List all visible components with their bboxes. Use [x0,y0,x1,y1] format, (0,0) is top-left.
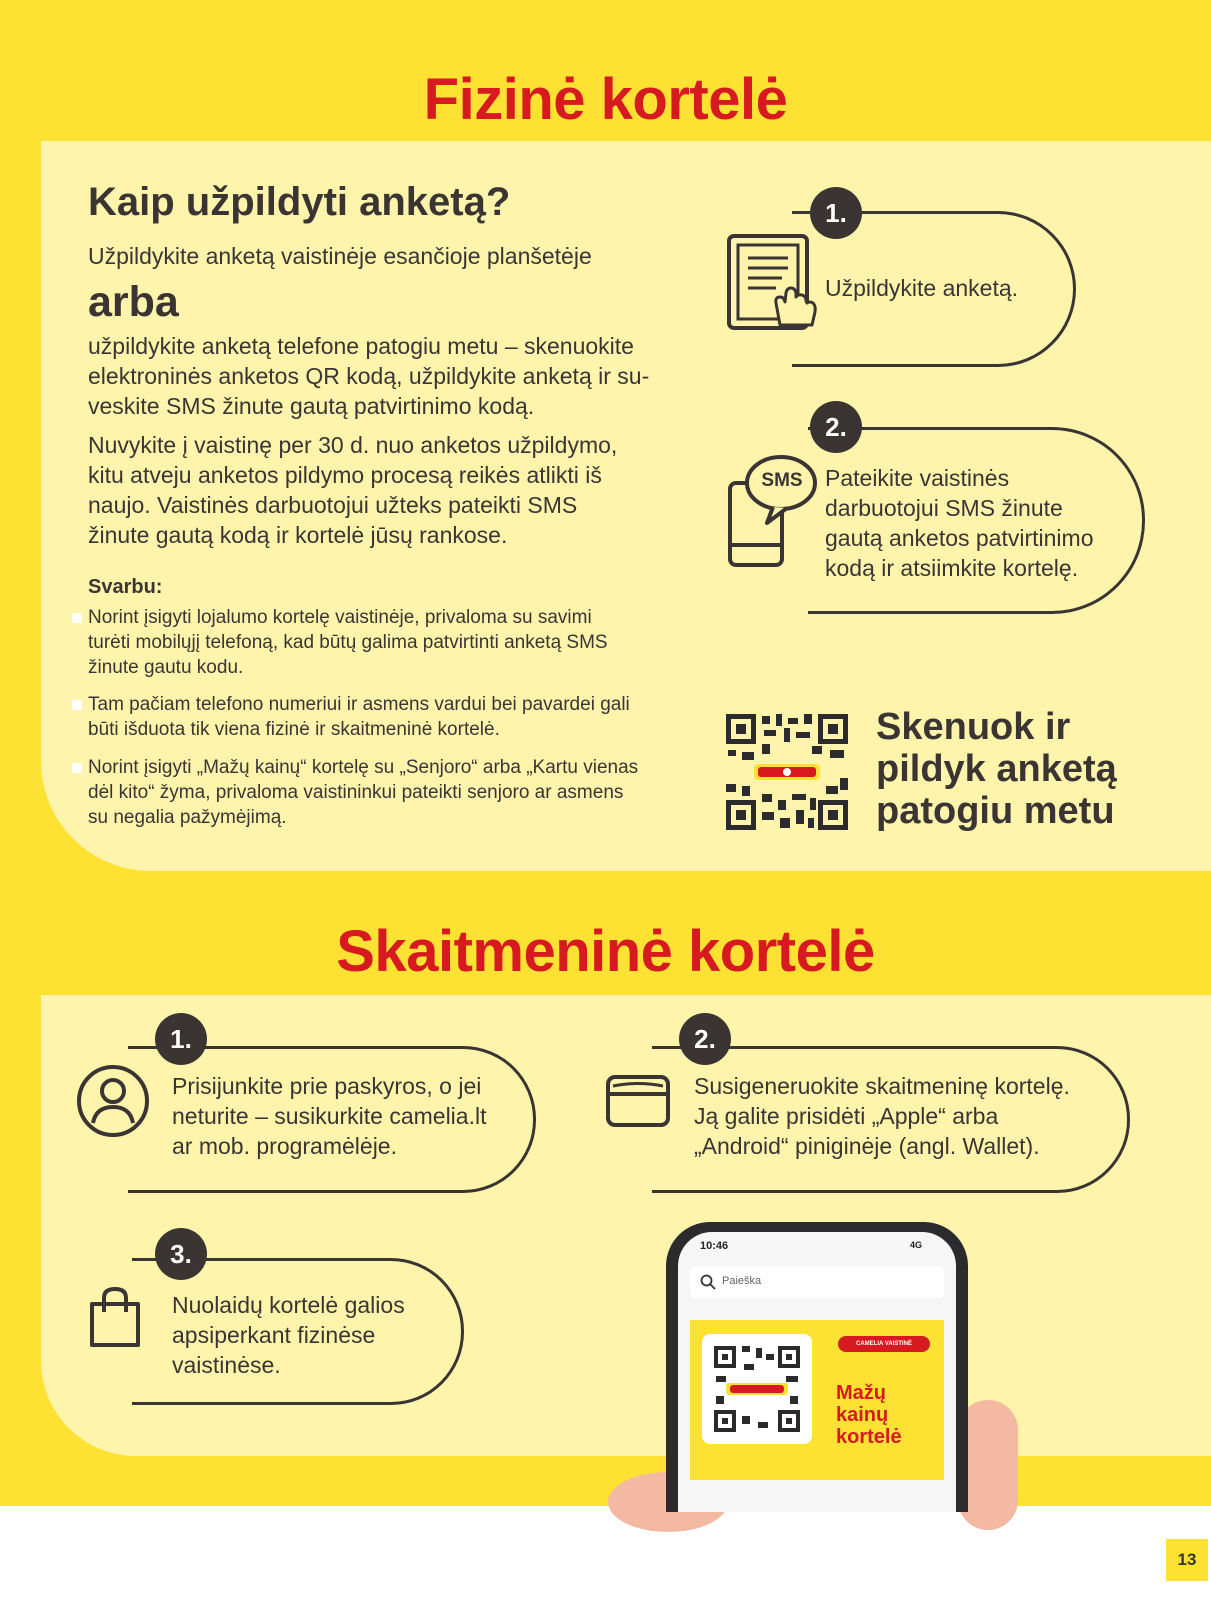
step-1-text: Užpildykite anketą. [825,275,1019,301]
important-bullet-3: Norint įsigyti „Mažų kainų“ kortelę su „Senjoro“ arba „Kartu vienas dėl kito“ žyma, privaloma vaistininkui pateikti senjoro ar asmens su negalia pažymėjimą. [88,755,678,830]
card-brand-logo: CAMELIA VAISTINĖ [838,1336,930,1352]
wallet-icon [605,1074,671,1128]
card-qr-code [702,1334,812,1444]
digital-step-3-text: Nuolaidų kortelė galios apsiperkant fizinėse vaistinėse. [172,1292,405,1378]
user-icon [76,1064,150,1138]
visit-pharmacy-text: Nuvykite į vaistinę per 30 d. nuo anketos užpildymo, kitu atveju anketos pildymo procesą reikės atlikti iš naujo. Vaistinės darbuotojui užteks pateikti SMS žinute gautą kodą ir kortelė jūsų rankose. [88,432,618,548]
phone-network-status: 4G [910,1240,923,1250]
digital-step-1-text: Prisijunkite prie paskyros, o jei neturite – susikurkite camelia.lt ar mob. programėlėje. [172,1073,487,1159]
page-number: 13 [1166,1539,1208,1581]
sms-bubble-label: SMS [761,470,803,491]
digital-step-3-number: 3. [155,1228,207,1280]
physical-card-title: Fizinė kortelė [423,67,788,132]
sms-phone-icon [725,451,821,569]
important-bullet-1: Norint įsigyti lojalumo kortelę vaistinėje, privaloma su savimi turėti mobilųjį telefoną, kad būtų galima patvirtinti anketą SMS žinute gautu kodu. [88,605,678,680]
intro-text: Užpildykite anketą vaistinėje esančioje planšetėje [88,243,592,269]
tablet-touch-icon [726,233,822,333]
digital-step-2-number: 2. [679,1013,731,1065]
search-icon [700,1274,716,1290]
step-1-number: 1. [810,187,862,239]
scan-qr-callout: Skenuok ir pildyk anketą patogiu metu [876,706,1117,832]
digital-card-title: Skaitmeninė kortelė [336,919,875,984]
phone-time: 10:46 [700,1240,729,1252]
qr-instructions-text: užpildykite anketą telefone patogiu metu – skenuokite elektroninės anketos QR kodą, užpildykite anketą ir su- veskite SMS žinute gautą patvirtinimo kodą. [88,333,650,419]
digital-step-1-number: 1. [155,1013,207,1065]
card-name: Mažų kainų kortelė [836,1382,902,1448]
phone-screen [678,1232,956,1512]
step-2-text: Pateikite vaistinės darbuotojui SMS žinute gautą anketos patvirtinimo kodą ir atsiimkite kortelę. [825,465,1094,581]
how-to-fill-heading: Kaip užpildyti anketą? [88,180,511,224]
shopping-bag-icon [88,1286,142,1348]
phone-mockup [666,1222,968,1512]
step-2-number: 2. [810,401,862,453]
important-heading: Svarbu: [88,576,163,598]
phone-search-bar[interactable] [690,1266,944,1298]
anketa-qr-code[interactable] [726,714,848,830]
important-bullet-2: Tam pačiam telefono numeriui ir asmens vardui bei pavardei gali būti išduota tik viena fizinė ir skaitmeninė kortelė. [88,692,678,742]
arba-text: arba [88,278,179,326]
digital-step-2-text: Susigeneruokite skaitmeninę kortelę. Ją galite prisidėti „Apple“ arba „Android“ piniginėje (angl. Wallet). [694,1073,1070,1159]
digital-loyalty-card[interactable] [690,1320,944,1480]
search-placeholder: Paieška [722,1275,762,1287]
